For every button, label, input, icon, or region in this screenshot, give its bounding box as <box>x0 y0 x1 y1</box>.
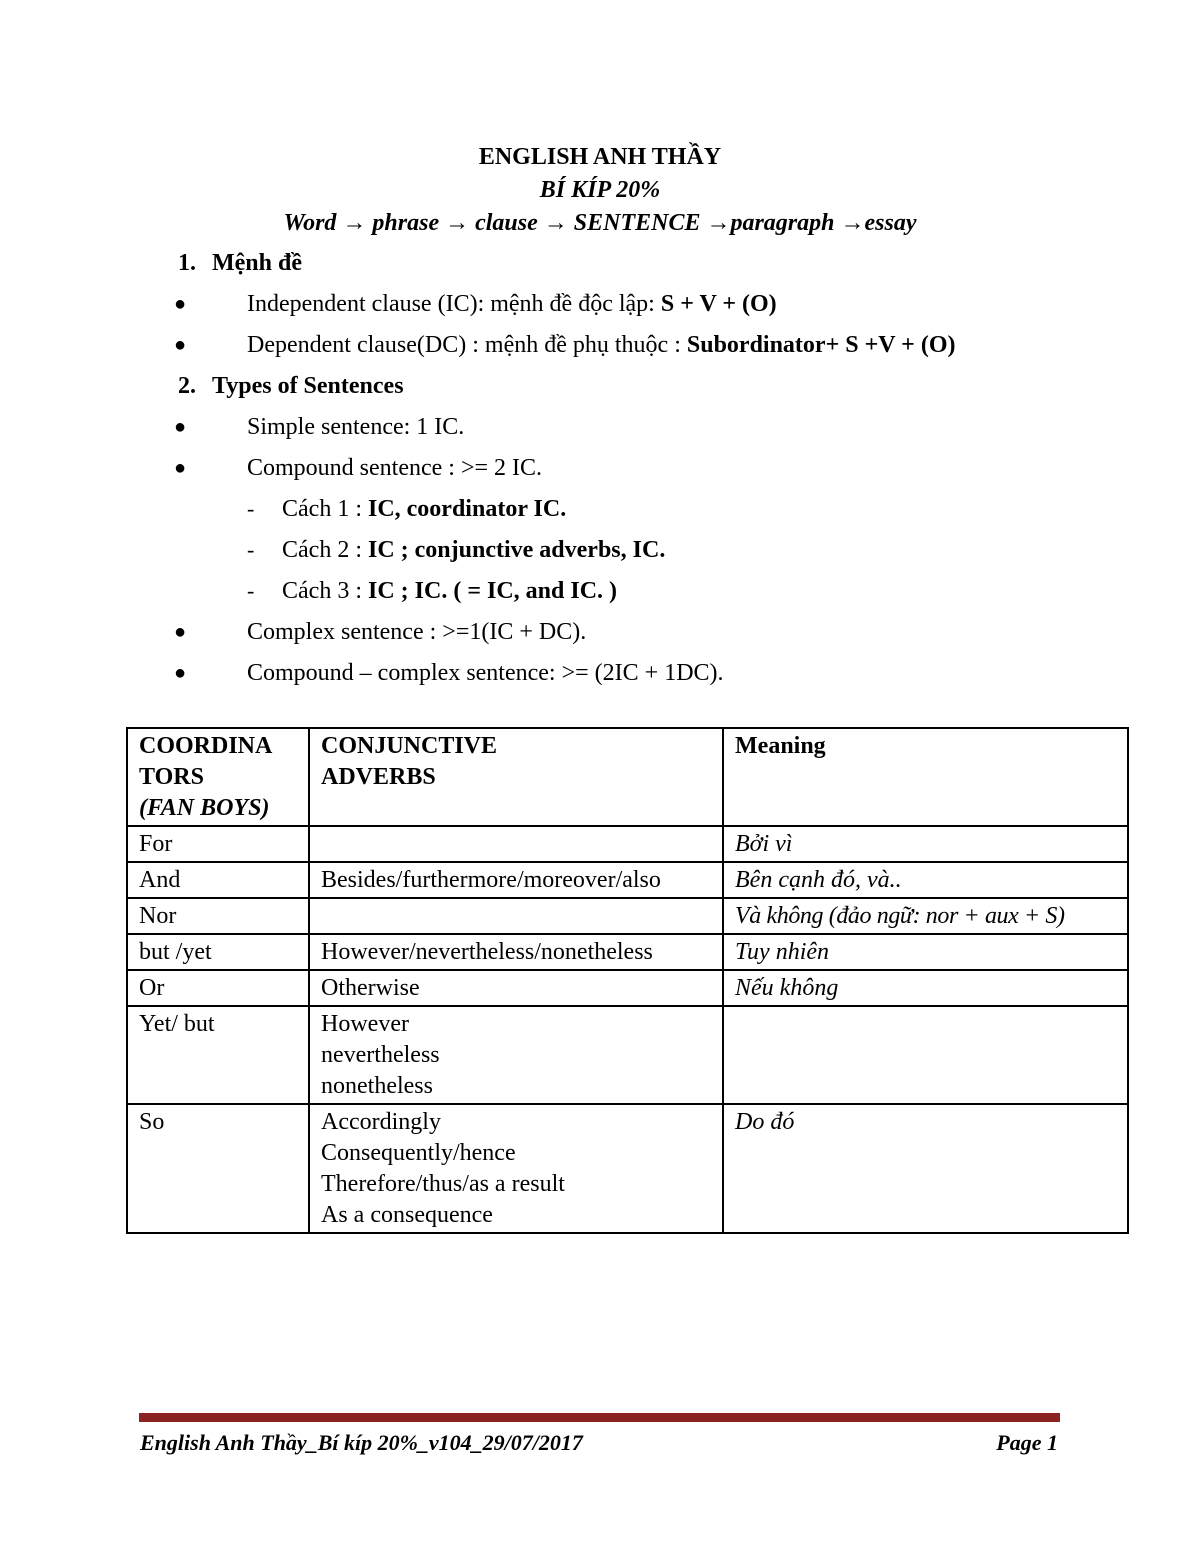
adverb-item: Consequently/hence <box>321 1140 516 1166</box>
coordinator-cell: So <box>127 1104 309 1233</box>
adverb-item: nonetheless <box>321 1073 433 1099</box>
meaning-cell: Nếu không <box>723 970 1128 1006</box>
bullet-formula: S + V + (O) <box>660 291 777 317</box>
meaning-cell: Bởi vì <box>723 826 1128 862</box>
adverb-item: Therefore/thus/as a result <box>321 1171 565 1197</box>
footer-rule <box>139 1413 1060 1422</box>
coordinator-cell: Yet/ but <box>127 1006 309 1104</box>
way-formula: IC ; conjunctive adverbs, IC. <box>367 537 666 563</box>
coordinator-cell: Nor <box>127 898 309 934</box>
word-to-essay-chain: Word → phrase → clause → SENTENCE →paragraph →essay <box>283 210 917 236</box>
adverb-item: However <box>321 1011 409 1037</box>
dash-icon: - <box>247 537 255 562</box>
coordinators-table <box>126 727 1129 1234</box>
way-label: Cách 1 : <box>282 496 368 522</box>
adverbs-cell <box>309 1006 723 1104</box>
header-text: (FAN BOYS) <box>139 795 270 821</box>
way-1 <box>282 494 566 524</box>
way-3 <box>282 576 617 606</box>
way-2 <box>282 535 665 565</box>
meaning-cell: Tuy nhiên <box>723 934 1128 970</box>
bullet-simple-sentence: Simple sentence: 1 IC. <box>247 414 465 440</box>
document-subtitle: BÍ KÍP 20% <box>539 177 661 203</box>
adverb-item: Accordingly <box>321 1109 441 1135</box>
adverbs-cell: Otherwise <box>309 970 723 1006</box>
header-text: TORS <box>139 764 204 790</box>
way-formula: IC ; IC. ( = IC, and IC. ) <box>367 578 618 604</box>
header-text: ADVERBS <box>321 764 436 790</box>
table-row <box>127 898 1128 934</box>
table-row <box>127 1006 1128 1104</box>
bullet-compound-sentence: Compound sentence : >= 2 IC. <box>247 455 543 481</box>
meaning-cell: Bên cạnh đó, và.. <box>723 862 1128 898</box>
title-block <box>0 140 1200 240</box>
section-title: Types of Sentences <box>212 373 404 399</box>
coordinator-cell: but /yet <box>127 934 309 970</box>
coordinator-cell: And <box>127 862 309 898</box>
footer-page-number: Page 1 <box>996 1430 1058 1455</box>
bullet-icon: ● <box>174 621 187 643</box>
bullet-formula: Subordinator+ S +V + (O) <box>686 332 956 358</box>
adverb-item: As a consequence <box>321 1202 493 1228</box>
bullet-icon: ● <box>174 457 187 479</box>
bullet-text: Independent clause (IC): mệnh đề độc lập: <box>247 291 661 317</box>
section-heading-2 <box>178 371 404 401</box>
way-label: Cách 2 : <box>282 537 368 563</box>
bullet-text: Dependent clause(DC) : mệnh đề phụ thuộc : <box>247 332 687 358</box>
footer-document-info: English Anh Thầy_Bí kíp 20%_v104_29/07/2017 <box>140 1430 583 1455</box>
table-row <box>127 970 1128 1006</box>
bullet-compound-complex-sentence: Compound – complex sentence: >= (2IC + 1DC). <box>247 660 724 686</box>
adverbs-cell: However/nevertheless/nonetheless <box>309 934 723 970</box>
section-number: 1. <box>178 250 196 276</box>
adverb-item: nevertheless <box>321 1042 440 1068</box>
bullet-icon: ● <box>174 334 187 356</box>
header-text: COORDINA <box>139 733 273 759</box>
meaning-cell: Do đó <box>723 1104 1128 1233</box>
table-row <box>127 934 1128 970</box>
way-label: Cách 3 : <box>282 578 368 604</box>
section-heading-1 <box>178 248 302 278</box>
adverbs-cell <box>309 1104 723 1233</box>
document-title: ENGLISH ANH THẦY <box>478 144 722 170</box>
header-coordinators <box>127 728 309 826</box>
header-text: Meaning <box>735 733 826 759</box>
meaning-cell: Và không (đảo ngữ: nor + aux + S) <box>723 898 1128 934</box>
coordinator-cell: For <box>127 826 309 862</box>
bullet-dependent-clause <box>247 330 956 360</box>
adverbs-cell <box>309 826 723 862</box>
way-formula: IC, coordinator IC. <box>367 496 567 522</box>
bullet-icon: ● <box>174 662 187 684</box>
bullet-icon: ● <box>174 293 187 315</box>
table-header-row <box>127 728 1128 826</box>
table-row <box>127 826 1128 862</box>
header-conjunctive-adverbs <box>309 728 723 826</box>
meaning-cell <box>723 1006 1128 1104</box>
dash-icon: - <box>247 496 255 521</box>
bullet-independent-clause <box>247 289 777 319</box>
dash-icon: - <box>247 578 255 603</box>
table-row <box>127 1104 1128 1233</box>
coordinator-cell: Or <box>127 970 309 1006</box>
section-title: Mệnh đề <box>212 250 302 276</box>
table-row <box>127 862 1128 898</box>
section-number: 2. <box>178 373 196 399</box>
bullet-complex-sentence: Complex sentence : >=1(IC + DC). <box>247 619 587 645</box>
header-text: CONJUNCTIVE <box>321 733 498 759</box>
adverbs-cell <box>309 898 723 934</box>
bullet-icon: ● <box>174 416 187 438</box>
adverbs-cell: Besides/furthermore/moreover/also <box>309 862 723 898</box>
header-meaning <box>723 728 1128 826</box>
